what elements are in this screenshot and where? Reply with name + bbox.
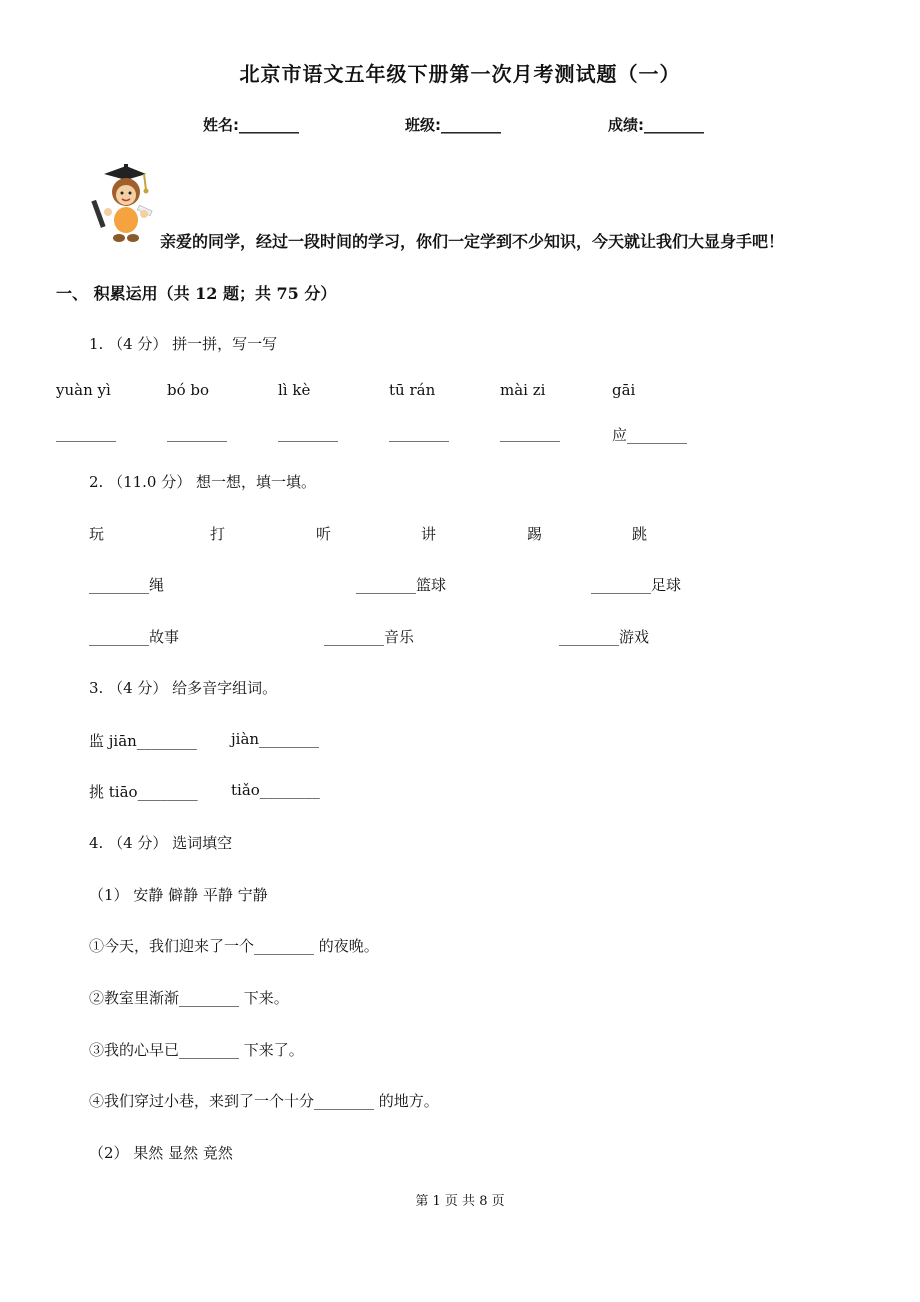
page-footer: 第 1 页 共 8 页 bbox=[415, 1194, 505, 1209]
class-field-label: 班级:________ bbox=[405, 116, 501, 134]
q1-answer-blank[interactable]: ________ bbox=[278, 424, 338, 442]
q4-sentence[interactable]: ④我们穿过小巷，来到了一个十分________ 的地方。 bbox=[89, 1092, 439, 1110]
page-title: 北京市语文五年级下册第一次月考测试题（一） bbox=[239, 62, 681, 86]
q1-answer-blank[interactable]: ________ bbox=[56, 424, 116, 442]
q3-fill-blank[interactable]: 挑 tiāo________ bbox=[89, 783, 198, 801]
section-1-heading: 一、 积累运用（共 12 题；共 75 分） bbox=[56, 284, 337, 303]
q4-part1-options: （1） 安静 僻静 平静 宁静 bbox=[89, 886, 268, 904]
score-field-label: 成绩:________ bbox=[608, 116, 704, 134]
q1-answer-blank[interactable]: ________ bbox=[389, 424, 449, 442]
question-4-title: 4. （4 分） 选词填空 bbox=[89, 834, 233, 852]
q2-verb: 玩 bbox=[89, 525, 105, 543]
q2-verb: 打 bbox=[210, 525, 226, 543]
q3-fill-blank[interactable]: 监 jiān________ bbox=[89, 732, 197, 750]
q1-answer-blank[interactable]: ________ bbox=[500, 424, 560, 442]
q2-fill-blank[interactable]: ________绳 bbox=[89, 576, 165, 594]
q1-pinyin: bó bo bbox=[167, 381, 210, 399]
q2-verb: 讲 bbox=[421, 525, 437, 543]
student-mascot-icon bbox=[86, 160, 156, 246]
q1-pinyin: mài zi bbox=[500, 381, 546, 399]
question-2-title: 2. （11.0 分） 想一想，填一填。 bbox=[89, 473, 317, 491]
q4-sentence[interactable]: ①今天，我们迎来了一个________ 的夜晚。 bbox=[89, 937, 379, 955]
q2-fill-blank[interactable]: ________游戏 bbox=[559, 628, 650, 646]
question-1-title: 1. （4 分） 拼一拼，写一写 bbox=[89, 335, 278, 353]
name-field-label: 姓名:________ bbox=[203, 116, 299, 134]
q2-fill-blank[interactable]: ________故事 bbox=[89, 628, 180, 646]
q3-fill-blank[interactable]: tiǎo________ bbox=[231, 781, 320, 799]
question-3-title: 3. （4 分） 给多音字组词。 bbox=[89, 679, 278, 697]
q2-verb: 听 bbox=[316, 525, 332, 543]
q1-pinyin: tū rán bbox=[389, 381, 436, 399]
q2-fill-blank[interactable]: ________篮球 bbox=[356, 576, 447, 594]
q4-sentence[interactable]: ②教室里渐渐________ 下来。 bbox=[89, 989, 289, 1007]
q1-answer-blank[interactable]: 应________ bbox=[612, 426, 688, 444]
q1-pinyin: yuàn yì bbox=[56, 381, 111, 399]
q3-fill-blank[interactable]: jiàn________ bbox=[231, 730, 320, 748]
q4-sentence[interactable]: ③我的心早已________ 下来了。 bbox=[89, 1041, 304, 1059]
intro-text: 亲爱的同学，经过一段时间的学习，你们一定学到不少知识，今天就让我们大显身手吧！ bbox=[160, 232, 785, 251]
q2-verb: 跳 bbox=[632, 525, 648, 543]
q1-answer-blank[interactable]: ________ bbox=[167, 424, 227, 442]
q1-pinyin: gāi bbox=[612, 381, 636, 399]
q2-fill-blank[interactable]: ________足球 bbox=[591, 576, 682, 594]
q2-verb: 踢 bbox=[527, 525, 543, 543]
q2-fill-blank[interactable]: ________音乐 bbox=[324, 628, 415, 646]
q1-pinyin: lì kè bbox=[278, 381, 311, 399]
q4-part2-options: （2） 果然 显然 竟然 bbox=[89, 1144, 233, 1162]
